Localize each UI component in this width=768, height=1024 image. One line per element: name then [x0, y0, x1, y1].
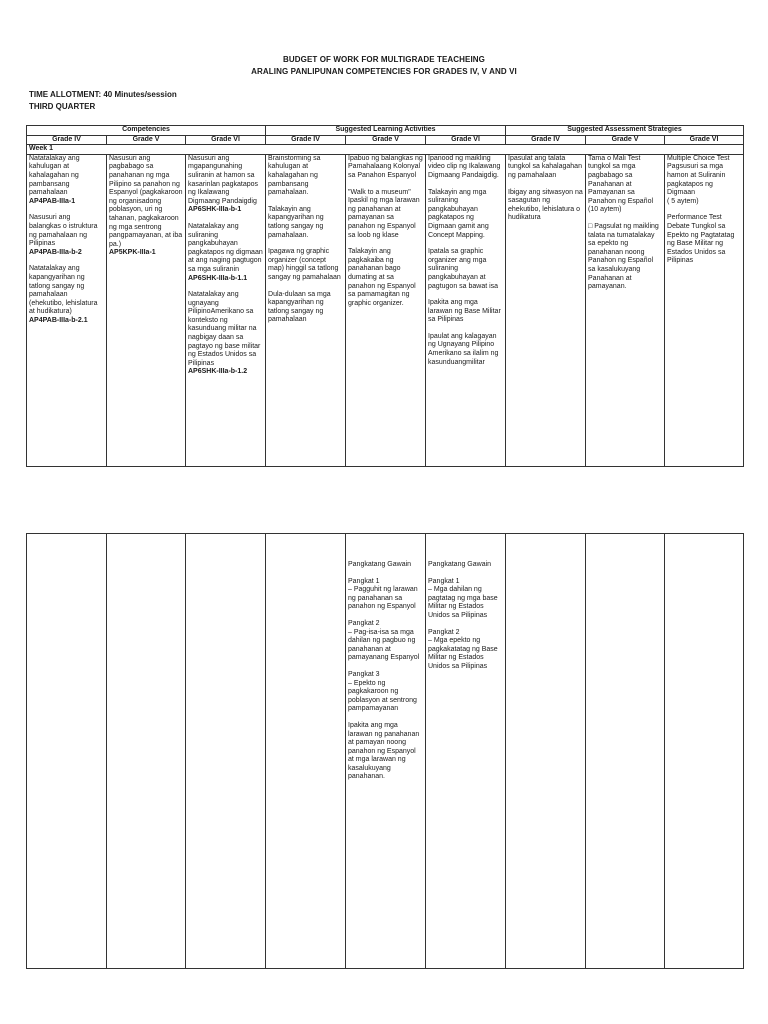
header-grade-iv: Grade IV [506, 135, 586, 145]
header-grade-iv: Grade IV [266, 135, 346, 145]
paragraph-gap [428, 291, 503, 299]
cell-text: ( 5 aytem) [667, 197, 699, 205]
activity-grade-vi [426, 154, 506, 466]
header-grade-iv: Grade IV [27, 135, 107, 145]
competency-code: AP6SHK-IIIa-b-1 [188, 206, 242, 214]
header-grade-v: Grade V [586, 135, 665, 145]
competency-grade-iv [27, 154, 107, 466]
document-title: BUDGET OF WORK FOR MULTIGRADE TEACHEING [283, 55, 485, 64]
header-competencies: Competencies [27, 126, 266, 136]
competency-code: AP4PAB-IIIa-1 [29, 197, 76, 205]
cell-text: Ipakita ang mga larawan ng Base Militar sa Pilipinas [428, 299, 501, 324]
week-label: Week 1 [27, 145, 744, 155]
paragraph-gap [588, 215, 662, 223]
cell-text: Ipabuo ng balangkas ng Pamahalaang Kolonyal sa Panahon Espanyol [348, 154, 423, 179]
paragraph-gap [268, 240, 343, 248]
paragraph-gap [508, 181, 583, 189]
cell-text: Tama o Mali Test tungkol sa mga pagbabago sa Panahanan at Pamayanan sa Panahon ng Español [588, 154, 654, 205]
paragraph-gap [428, 570, 503, 578]
time-allotment: TIME ALLOTMENT: 40 Minutes/session [29, 90, 177, 99]
paragraph-gap [348, 714, 423, 722]
empty-cell [186, 534, 266, 969]
cell-text: Pangkat 1 [428, 577, 460, 585]
cell-text: Ipanood ng maikling video clip ng Ikalawang Digmaang Pandaigdig. [428, 154, 501, 179]
empty-cell [107, 534, 186, 969]
budget-table-continued [26, 533, 744, 969]
cell-text: Natatalakay ang ugnayang PilipinoAmerikano sa konteksto ng kasunduang militar na nagbigay daan sa pagtayo ng base militar ng Estados Unidos sa Pilipinas [188, 291, 261, 367]
paragraph-gap [348, 663, 423, 671]
header-grade-vi: Grade VI [426, 135, 506, 145]
document-subtitle: ARALING PANLIPUNAN COMPETENCIES FOR GRADES IV, V AND VI [251, 67, 517, 76]
cell-text: Pangkat 3 [348, 670, 380, 678]
cell-text: Pangkat 2 [428, 628, 460, 636]
competency-code: AP5KPK-IIIa-1 [109, 249, 156, 257]
paragraph-gap [428, 621, 503, 629]
paragraph-gap [188, 283, 263, 291]
activity-grade-v [346, 154, 426, 466]
competency-grade-v [107, 154, 186, 466]
assessment-grade-vi [665, 154, 744, 466]
quarter-label: THIRD QUARTER [29, 102, 96, 111]
cell-text: □ Pagsulat ng maikling talata na tumatalakay sa epekto ng panahanan noong Panahon ng Español sa kasalukuyang Panahanan at pamayanan. [588, 222, 659, 291]
activity-grade-v-group [346, 534, 426, 969]
cell-text: Pangkatang Gawain [348, 561, 412, 568]
cell-text: Natatalakay ang suliraning pangkabuhayan pagkatapos ng digmaan at ang naging pagtugon sa mga suliranin [188, 222, 263, 273]
cell-text: Ipasulat ang talata tungkol sa kahalagahan ng pamahalaan [508, 154, 582, 179]
paragraph-gap [268, 198, 343, 206]
paragraph-gap [428, 181, 503, 189]
cell-text: Pangkat 2 [348, 619, 380, 627]
cell-text: Performance Test Debate Tungkol sa Epekto ng Pagtatatag ng Base Militar ng Estados Unidos sa Pilipinas [667, 214, 735, 265]
empty-cell [665, 534, 744, 969]
cell-text: Ipatala sa graphic organizer ang mga suliraning pangkabuhayan at pagtugon sa bawat isa [428, 248, 499, 290]
paragraph-gap [348, 612, 423, 620]
paragraph-gap [29, 206, 104, 214]
header-learning-activities: Suggested Learning Activities [266, 126, 506, 136]
budget-table [26, 125, 744, 467]
cell-text: Natatalakay ang kahulugan at kahalagahan ng pambansang pamahalaan [29, 154, 80, 197]
paragraph-gap [667, 206, 741, 214]
cell-text: "Walk to a museum" Ipaskil ng mga larawan ng panahanan at pamayanan sa panahon ng Espanyol sa loob ng klase [348, 188, 420, 239]
table-row [27, 534, 744, 969]
header-grade-v: Grade V [346, 135, 426, 145]
activity-grade-iv [266, 154, 346, 466]
cell-text: Pangkat 1 [348, 577, 380, 585]
paragraph-gap [428, 240, 503, 248]
cell-text: Ibigay ang sitwasyon na sasagutan ng ehekutibo, lehislatura o hudikatura [508, 188, 583, 222]
paragraph-gap [348, 570, 423, 578]
header-grade-v: Grade V [107, 135, 186, 145]
cell-text: – Mga dahilan ng pagtatag ng mga base Militar ng Estados Unidos sa Pilipinas [428, 586, 498, 619]
cell-text: – Mga epekto ng pagkakatatag ng Base Militar ng Estados Unidos sa Pilipinas [428, 637, 498, 670]
cell-text: – Pag-isa-isa sa mga dahilan ng pagbuo ng panahanan at pamayanang Espanyol [348, 628, 420, 662]
empty-cell [266, 534, 346, 969]
empty-cell [27, 534, 107, 969]
table-row [27, 154, 744, 466]
cell-text: Brainstorming sa kahulugan at kahalagahan ng pambansang pamahalaan. [268, 154, 321, 197]
paragraph-gap [188, 215, 263, 223]
cell-text: Ipakita ang mga larawan ng panahanan at pamayan noong panahon ng Espanyol at mga larawan ng kasalukuyang panahanan. [348, 721, 420, 781]
activity-grade-vi-group [426, 534, 506, 969]
competency-grade-vi [186, 154, 266, 466]
paragraph-gap [348, 181, 423, 189]
header-assessment-strategies: Suggested Assessment Strategies [506, 126, 744, 136]
assessment-grade-iv [506, 154, 586, 466]
cell-text: Nasusuri ang mgapangunahing suliranin at hamon sa kasarinlan pagkatapos ng Ikalawang Digmaang Pandaigdig [188, 154, 259, 205]
cell-text: Natatalakay ang kapangyarihan ng tatlong sangay ng pamahalaan (ehekutibo, lehislatura at hudikatura) [29, 265, 98, 316]
competency-code: AP6SHK-IIIa-b-1.2 [188, 368, 248, 376]
cell-text: Dula-dulaan sa mga kapangyarihan ng tatlong sangay ng pamahalaan [268, 290, 331, 324]
competency-code: AP6SHK-IIIa-b-1.1 [188, 274, 248, 282]
cell-text: Talakayin ang mga suliraning pangkabuhayan pagkatapos ng Digmaan gamit ang Concept Mapping. [428, 188, 489, 239]
cell-text: – Pagguhit ng larawan ng panahanan sa panahon ng Espanyol [348, 586, 418, 611]
header-grade-vi: Grade VI [186, 135, 266, 145]
cell-text: Pangkatang Gawain [428, 561, 492, 568]
cell-text: Talakayin ang pagkakaiba ng panahanan bago dumating at sa panahon ng Espanyol sa pamamagitan ng graphic organizer. [348, 248, 416, 307]
cell-text: – Epekto ng pagkakaroon ng poblasyon at sentrong pampamayanan [348, 679, 417, 713]
cell-text: Ipaulat ang kalagayan ng Ugnayang Pilipino Amerikano sa ilalim ng kasunduangmilitar [428, 332, 499, 366]
competency-code: AP4PAB-IIIa-b-2 [29, 248, 82, 256]
paragraph-gap [268, 283, 343, 291]
header-grade-vi: Grade VI [665, 135, 744, 145]
cell-text: Talakayin ang kapangyarihan ng tatlong sangay ng pamahalaan. [268, 205, 324, 239]
empty-cell [586, 534, 665, 969]
cell-text: (10 aytem) [588, 206, 622, 214]
paragraph-gap [348, 240, 423, 248]
cell-text: Nasusuri ang pagbabago sa panahanan ng mga Pilipino sa panahon ng Espanyol (pagkakaroon ng organisadong poblasyon, uri ng tahanan, pagkakaroon ng mga sentrong pangpamayanan, at iba pa.) [109, 154, 183, 248]
paragraph-gap [428, 325, 503, 333]
cell-text: Nasusuri ang balangkas o istruktura ng pamahalaan ng Pilipinas [29, 214, 98, 248]
paragraph-gap [29, 257, 104, 265]
assessment-grade-v [586, 154, 665, 466]
cell-text: Multiple Choice Test Pagsusuri sa mga hamon at Suliranin pagkatapos ng Digmaan [667, 154, 730, 197]
cell-text: Ipagawa ng graphic organizer (concept map) hinggil sa tatlong sangay ng pamahalaan [268, 248, 341, 281]
empty-cell [506, 534, 586, 969]
competency-code: AP4PAB-IIIa-b-2.1 [29, 316, 88, 324]
